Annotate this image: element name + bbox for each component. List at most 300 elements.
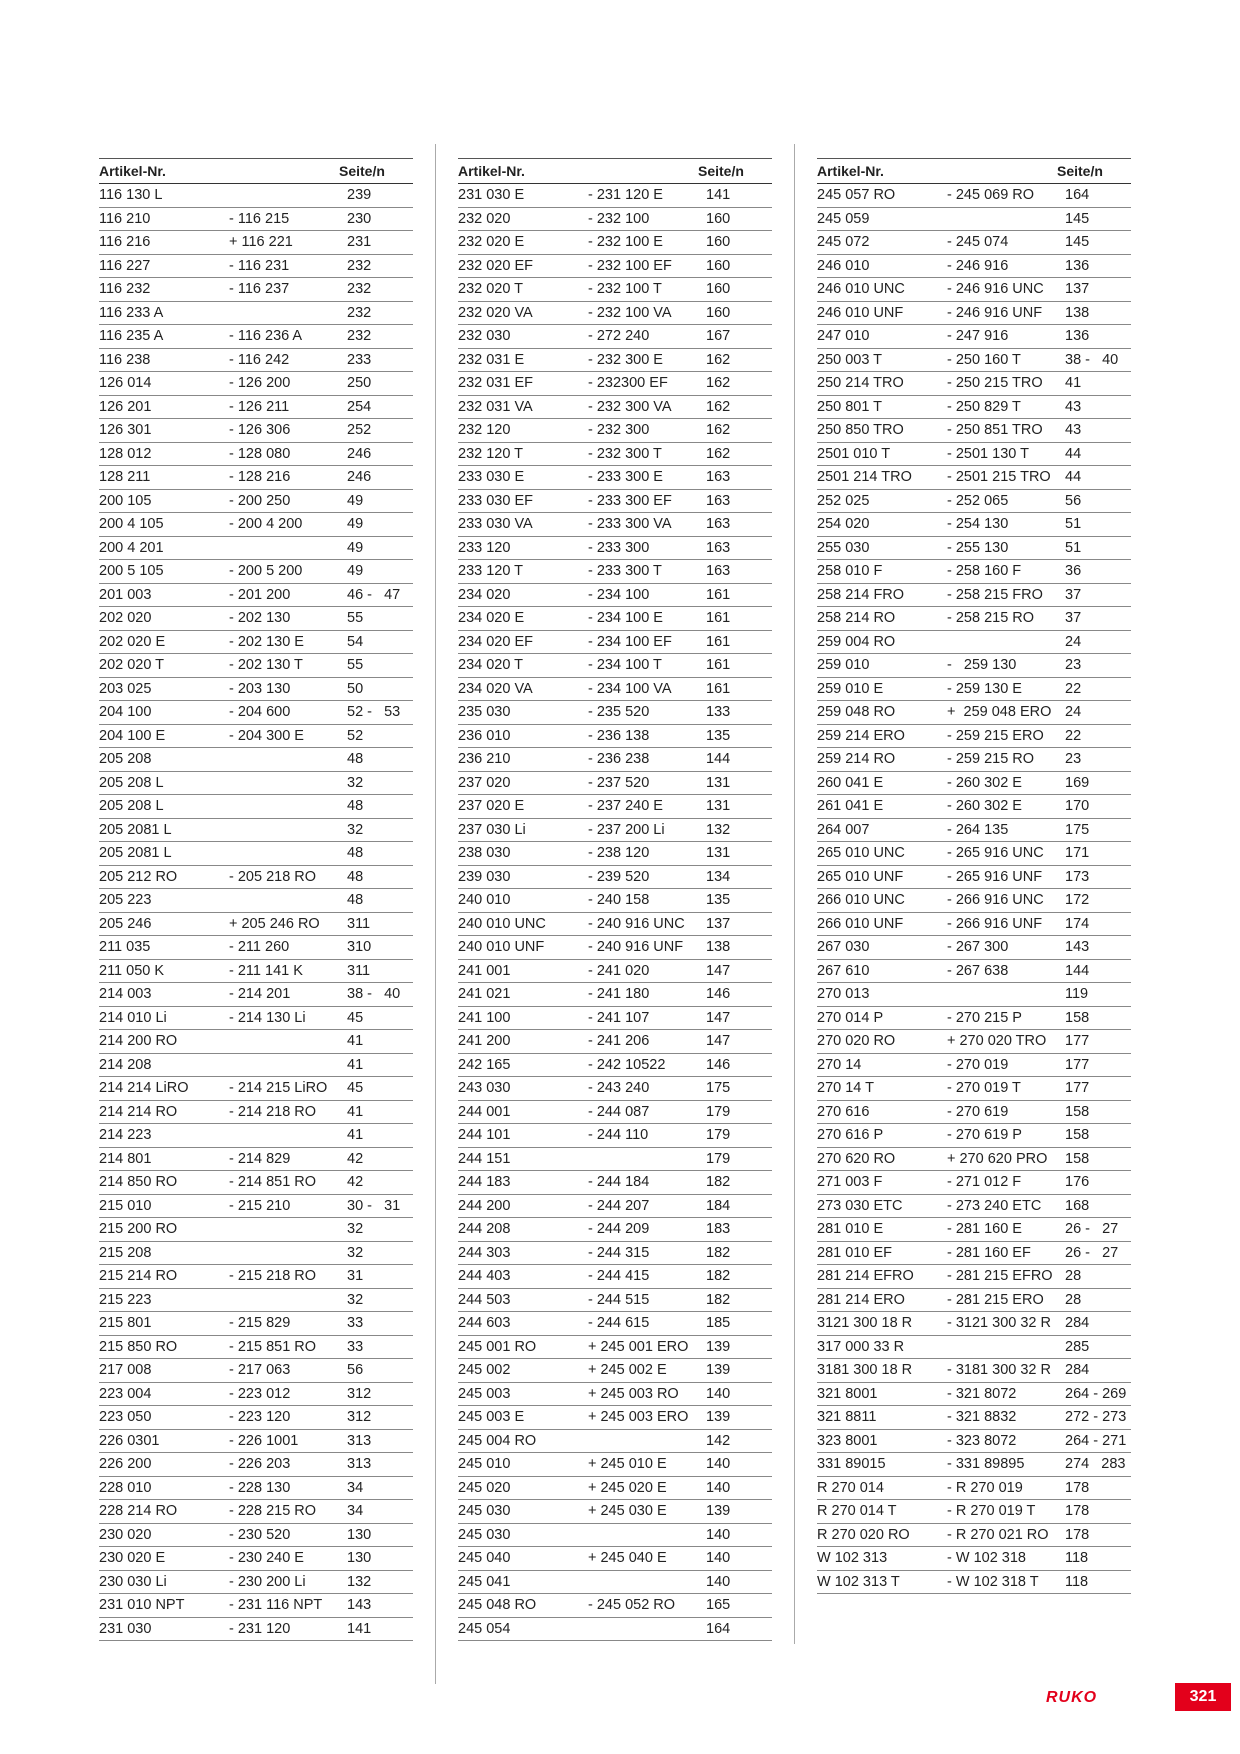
table-row: [458, 1571, 772, 1595]
range-end: - 202 130 T: [229, 657, 303, 673]
page-ref: 139: [706, 1503, 731, 1519]
page-ref: 32: [347, 1221, 364, 1237]
range-end: - 235 520: [588, 704, 650, 720]
article-number: 317 000 33 R: [817, 1338, 905, 1355]
article-number: R 270 014: [817, 1479, 884, 1496]
table-row: [817, 1124, 1131, 1148]
page-ref: 232: [347, 328, 372, 344]
article-number: 233 030 EF: [458, 492, 533, 509]
article-number: 128 012: [99, 445, 152, 462]
page-ref: 52: [347, 727, 364, 744]
article-number: 116 216: [99, 234, 151, 250]
page-ref: 26 - 27: [1065, 1221, 1119, 1237]
page-ref: 169: [1065, 774, 1090, 791]
range-end: - 116 236 A: [229, 328, 303, 344]
article-number: 238 030: [458, 845, 511, 861]
range-end: - 2501 215 TRO: [947, 469, 1051, 485]
article-number: 128 211: [99, 469, 151, 485]
page-ref: 33: [347, 1315, 364, 1331]
range-end: - 245 074: [947, 234, 1009, 250]
range-end: - 244 515: [588, 1291, 650, 1308]
table-row: [99, 772, 413, 796]
range-end: - 215 210: [229, 1197, 291, 1214]
article-number: 232 020 E: [458, 234, 525, 250]
article-number: 237 020 E: [458, 798, 525, 814]
table-row: [458, 184, 772, 208]
table-row: [458, 1148, 772, 1172]
article-number: 230 030 Li: [99, 1573, 167, 1590]
range-end: - 242 10522: [588, 1056, 666, 1073]
article-number: 215 223: [99, 1291, 152, 1308]
page-ref: 23: [1065, 657, 1082, 673]
article-number: 323 8001: [817, 1432, 878, 1449]
page-ref: 139: [706, 1409, 731, 1425]
range-end: - 239 520: [588, 868, 650, 885]
page-ref: 312: [347, 1385, 372, 1402]
article-number: 205 208: [99, 751, 152, 767]
article-number: 270 14 T: [817, 1080, 874, 1096]
table-row: [817, 654, 1131, 678]
range-end: - 204 600: [229, 704, 291, 720]
range-end: - 232 100 T: [588, 281, 662, 297]
index-column-2: [458, 158, 772, 1641]
table-row: [458, 1242, 772, 1266]
range-end: - 116 231: [229, 257, 290, 274]
page-ref: 163: [706, 469, 731, 485]
page-ref: 161: [706, 586, 731, 603]
page-ref: 179: [706, 1150, 731, 1167]
page-ref: 162: [706, 375, 731, 391]
range-end: + 245 040 E: [588, 1550, 667, 1566]
table-row: [99, 325, 413, 349]
article-number: 244 403: [458, 1268, 511, 1284]
range-end: - 233 300 VA: [588, 516, 672, 532]
table-row: [817, 936, 1131, 960]
table-row: [817, 795, 1131, 819]
table-row: [458, 1383, 772, 1407]
page-ref: 118: [1065, 1573, 1089, 1590]
table-row: [817, 1171, 1131, 1195]
article-number: W 102 313 T: [817, 1573, 900, 1590]
column-divider: [435, 144, 436, 1684]
table-row: [817, 513, 1131, 537]
table-row: [458, 1477, 772, 1501]
range-end: - 243 240: [588, 1080, 650, 1096]
page-ref: 160: [706, 257, 731, 274]
page-ref: 246: [347, 445, 372, 462]
page-ref: 160: [706, 304, 731, 321]
table-row: [99, 983, 413, 1007]
article-number: 116 235 A: [99, 328, 164, 344]
range-end: - 201 200: [229, 586, 291, 603]
page-ref: 26 - 27: [1065, 1244, 1119, 1261]
page-ref: 182: [706, 1174, 731, 1190]
article-number: 126 301: [99, 422, 152, 438]
table-row: [99, 231, 413, 255]
table-row: [99, 1594, 413, 1618]
page-ref: 44: [1065, 469, 1082, 485]
article-number: 204 100 E: [99, 727, 166, 744]
page-ref: 41: [347, 1056, 364, 1073]
table-row: [458, 701, 772, 725]
article-number: 215 208: [99, 1244, 152, 1261]
range-end: - 250 160 T: [947, 351, 1021, 368]
page-ref: 310: [347, 939, 372, 955]
table-row: [458, 631, 772, 655]
article-number: 259 048 RO: [817, 704, 896, 720]
table-row: [99, 1195, 413, 1219]
page-ref: 162: [706, 351, 731, 368]
table-row: [458, 607, 772, 631]
page-ref: 132: [706, 821, 731, 838]
table-row: [458, 255, 772, 279]
article-number: 228 214 RO: [99, 1503, 178, 1519]
page-ref: 182: [706, 1291, 731, 1308]
range-end: + 259 048 ERO: [947, 704, 1052, 720]
article-number: 245 030: [458, 1526, 511, 1543]
table-row: [817, 490, 1131, 514]
range-end: - 331 89895: [947, 1456, 1025, 1472]
page-ref: 252: [347, 422, 372, 438]
page-ref: 48: [347, 892, 364, 908]
range-end: - 234 100 VA: [588, 680, 672, 697]
article-number: 240 010 UNF: [458, 939, 545, 955]
article-number: R 270 020 RO: [817, 1526, 910, 1543]
page-ref: 136: [1065, 257, 1090, 274]
range-end: - 205 218 RO: [229, 868, 317, 885]
page-ref: 147: [706, 962, 731, 979]
article-number: 200 105: [99, 492, 152, 509]
table-row: [458, 537, 772, 561]
table-row: [458, 1406, 772, 1430]
article-number: 239 030: [458, 868, 511, 885]
table-row: [817, 560, 1131, 584]
range-end: - 281 160 EF: [947, 1244, 1031, 1261]
article-number: 245 048 RO: [458, 1597, 537, 1613]
page-ref: 137: [706, 915, 731, 932]
page-ref: 44: [1065, 445, 1082, 462]
article-number: 265 010 UNF: [817, 868, 904, 885]
page-ref: 50: [347, 680, 364, 697]
table-row: [99, 1547, 413, 1571]
page-ref: 230: [347, 210, 372, 227]
range-end: - 270 215 P: [947, 1009, 1022, 1026]
article-number: 331 89015: [817, 1456, 886, 1472]
index-column-3: [817, 158, 1131, 1594]
table-row: [817, 866, 1131, 890]
table-row: [817, 842, 1131, 866]
page-ref: 138: [706, 939, 731, 955]
range-end: - 245 069 RO: [947, 187, 1035, 203]
page-ref: 147: [706, 1033, 731, 1049]
range-end: - 214 851 RO: [229, 1174, 317, 1190]
page-ref: 134: [706, 868, 731, 885]
page-ref: 32: [347, 821, 364, 838]
table-row: [817, 1359, 1131, 1383]
page-ref: 250: [347, 375, 372, 391]
page-ref: 139: [706, 1362, 731, 1378]
page-ref: 130: [347, 1550, 372, 1566]
page-ref: 173: [1065, 868, 1090, 885]
table-row: [99, 631, 413, 655]
article-number: 270 013: [817, 986, 870, 1002]
article-number: 214 214 LiRO: [99, 1080, 189, 1096]
article-number: 234 020 T: [458, 657, 524, 673]
page-ref: 28: [1065, 1291, 1082, 1308]
range-end: - 241 020: [588, 962, 650, 979]
range-end: - 128 216: [229, 469, 291, 485]
page-ref: 231: [347, 234, 372, 250]
page-ref: 41: [1065, 375, 1082, 391]
range-end: - 246 916 UNF: [947, 304, 1043, 321]
page-ref: 145: [1065, 210, 1090, 227]
range-end: - 254 130: [947, 516, 1009, 532]
range-end: + 245 030 E: [588, 1503, 667, 1519]
range-end: + 245 010 E: [588, 1456, 667, 1472]
article-number: 202 020: [99, 610, 152, 626]
page-ref: 147: [706, 1009, 731, 1026]
range-end: - 244 315: [588, 1244, 650, 1261]
table-row: [458, 772, 772, 796]
page-ref: 172: [1065, 892, 1090, 908]
table-row: [99, 1007, 413, 1031]
table-row: [817, 278, 1131, 302]
article-number: 241 200: [458, 1033, 511, 1049]
range-end: - 250 829 T: [947, 398, 1021, 415]
page-ref: 177: [1065, 1056, 1090, 1073]
table-row: [99, 1383, 413, 1407]
article-number: 270 014 P: [817, 1009, 884, 1026]
range-end: - 241 206: [588, 1033, 650, 1049]
article-number: 237 030 Li: [458, 821, 526, 838]
page-ref: 38 - 40: [347, 986, 401, 1002]
page-ref: 30 - 31: [347, 1197, 401, 1214]
article-number: 321 8811: [817, 1409, 877, 1425]
table-row: [817, 1289, 1131, 1313]
article-number: 116 238: [99, 351, 151, 368]
page-ref: 313: [347, 1432, 372, 1449]
table-row: [99, 1618, 413, 1642]
article-number: 235 030: [458, 704, 511, 720]
page-ref: 45: [347, 1080, 364, 1096]
article-number: 266 010 UNC: [817, 892, 905, 908]
page-ref: 163: [706, 516, 731, 532]
page-ref: 171: [1065, 845, 1090, 861]
table-header: [458, 158, 772, 184]
page-ref: 139: [706, 1338, 731, 1355]
table-row: [817, 1218, 1131, 1242]
range-end: - 2501 130 T: [947, 445, 1029, 462]
range-end: - 215 218 RO: [229, 1268, 317, 1284]
page-ref: 37: [1065, 610, 1082, 626]
range-end: + 270 020 TRO: [947, 1033, 1047, 1049]
table-row: [817, 1547, 1131, 1571]
table-row: [458, 983, 772, 1007]
range-end: - 232 100 VA: [588, 304, 672, 321]
table-row: [458, 1195, 772, 1219]
page-ref: 183: [706, 1221, 731, 1237]
page-ref: 179: [706, 1127, 731, 1143]
page-ref: 133: [706, 704, 731, 720]
article-number: 244 151: [458, 1150, 511, 1167]
range-end: - 230 200 Li: [229, 1573, 306, 1590]
article-number: 265 010 UNC: [817, 845, 905, 861]
page-ref: 49: [347, 563, 364, 579]
page-ref: 160: [706, 210, 731, 227]
range-end: - 233 300 E: [588, 469, 663, 485]
table-row: [817, 960, 1131, 984]
article-number: 266 010 UNF: [817, 915, 904, 932]
page-ref: 23: [1065, 751, 1082, 767]
article-number: 241 021: [458, 986, 511, 1002]
page-ref: 284: [1065, 1362, 1090, 1378]
table-row: [817, 913, 1131, 937]
page-ref: 49: [347, 539, 364, 556]
article-number: 245 020: [458, 1479, 511, 1496]
table-row: [458, 842, 772, 866]
table-row: [99, 889, 413, 913]
page-ref: 48: [347, 845, 364, 861]
article-number: 241 100: [458, 1009, 511, 1026]
article-number: 246 010 UNC: [817, 281, 905, 297]
table-row: [458, 419, 772, 443]
article-number: 247 010: [817, 328, 870, 344]
range-end: - 211 141 K: [229, 962, 303, 979]
table-row: [99, 1242, 413, 1266]
range-end: - 259 130 E: [947, 680, 1022, 697]
page-ref: 28: [1065, 1268, 1082, 1284]
article-number-header: Artikel-Nr.: [458, 163, 525, 179]
range-end: - 200 5 200: [229, 563, 303, 579]
table-row: [458, 1124, 772, 1148]
table-row: [458, 1312, 772, 1336]
article-number: 246 010: [817, 257, 870, 274]
range-end: - R 270 019 T: [947, 1503, 1036, 1519]
article-number: 270 14: [817, 1056, 862, 1073]
page-ref: 45: [347, 1009, 364, 1026]
page-ref: 185: [706, 1315, 731, 1331]
table-row: [99, 372, 413, 396]
table-row: [817, 372, 1131, 396]
article-number: 250 214 TRO: [817, 375, 904, 391]
range-end: - 230 520: [229, 1526, 291, 1543]
range-end: - 281 160 E: [947, 1221, 1022, 1237]
range-end: - 223 120: [229, 1409, 291, 1425]
article-number: 234 020: [458, 586, 511, 603]
article-number: 242 165: [458, 1056, 511, 1073]
page-ref: 163: [706, 492, 731, 509]
page-ref: 144: [706, 751, 731, 767]
page-ref: 175: [1065, 821, 1090, 838]
page-ref: 167: [706, 328, 731, 344]
range-end: + 270 620 PRO: [947, 1150, 1048, 1167]
range-end: - 244 207: [588, 1197, 650, 1214]
article-number: 237 020: [458, 774, 511, 791]
article-number: 270 020 RO: [817, 1033, 896, 1049]
table-row: [817, 466, 1131, 490]
table-row: [99, 1453, 413, 1477]
range-end: - 217 063: [229, 1362, 291, 1378]
table-row: [458, 678, 772, 702]
table-row: [817, 1265, 1131, 1289]
article-number: 271 003 F: [817, 1174, 883, 1190]
page-ref: 143: [347, 1597, 372, 1613]
range-end: - 252 065: [947, 492, 1009, 509]
page-ref: 32: [347, 1291, 364, 1308]
page-ref: 22: [1065, 680, 1082, 697]
page-ref: 177: [1065, 1080, 1090, 1096]
article-number: 244 001: [458, 1103, 511, 1120]
range-end: - 244 110: [588, 1127, 649, 1143]
article-number: 267 610: [817, 962, 870, 979]
article-number: 205 2081 L: [99, 821, 172, 838]
table-row: [817, 1312, 1131, 1336]
article-number: 245 072: [817, 234, 870, 250]
article-number: 259 004 RO: [817, 633, 896, 650]
table-row: [458, 1265, 772, 1289]
article-number: 270 620 RO: [817, 1150, 896, 1167]
table-row: [458, 1030, 772, 1054]
table-row: [99, 795, 413, 819]
article-number: 245 059: [817, 210, 870, 227]
article-number: 260 041 E: [817, 774, 884, 791]
page-ref: 178: [1065, 1503, 1090, 1519]
article-number: 126 201: [99, 398, 152, 415]
table-row: [817, 443, 1131, 467]
range-end: - 233 300 T: [588, 563, 662, 579]
table-row: [458, 302, 772, 326]
page-ref: 170: [1065, 798, 1090, 814]
page-ref: 49: [347, 492, 364, 509]
article-number: 232 031 VA: [458, 398, 533, 415]
article-number: 215 010: [99, 1197, 152, 1214]
range-end: - 231 116 NPT: [229, 1597, 323, 1613]
range-end: - 247 916: [947, 328, 1009, 344]
table-row: [817, 1101, 1131, 1125]
table-row: [99, 866, 413, 890]
table-row: [99, 1171, 413, 1195]
page-ref: 164: [1065, 187, 1090, 203]
table-row: [817, 983, 1131, 1007]
article-number: 233 030 VA: [458, 516, 533, 532]
article-number: 245 010: [458, 1456, 511, 1472]
range-end: + 245 001 ERO: [588, 1338, 689, 1355]
table-row: [99, 1218, 413, 1242]
range-end: - 234 100 T: [588, 657, 662, 673]
article-number: 244 603: [458, 1315, 511, 1331]
table-row: [458, 1007, 772, 1031]
article-number: 231 030: [99, 1620, 152, 1637]
range-end: - 236 138: [588, 727, 650, 744]
range-end: - 258 160 F: [947, 563, 1022, 579]
range-end: - 271 012 F: [947, 1174, 1022, 1190]
article-number-header: Artikel-Nr.: [817, 163, 884, 179]
range-end: - 258 215 FRO: [947, 586, 1043, 603]
table-row: [458, 584, 772, 608]
page-ref: 24: [1065, 633, 1082, 650]
range-end: - 233 300 EF: [588, 492, 672, 509]
table-row: [99, 537, 413, 561]
table-row: [99, 1101, 413, 1125]
page-ref: 178: [1065, 1526, 1090, 1543]
article-number: 270 616 P: [817, 1127, 884, 1143]
page-ref: 178: [1065, 1479, 1090, 1496]
table-row: [817, 1571, 1131, 1595]
article-number: 215 200 RO: [99, 1221, 178, 1237]
page-ref: 130: [347, 1526, 372, 1543]
page-ref: 38 - 40: [1065, 351, 1119, 368]
range-end: - W 102 318 T: [947, 1573, 1039, 1590]
